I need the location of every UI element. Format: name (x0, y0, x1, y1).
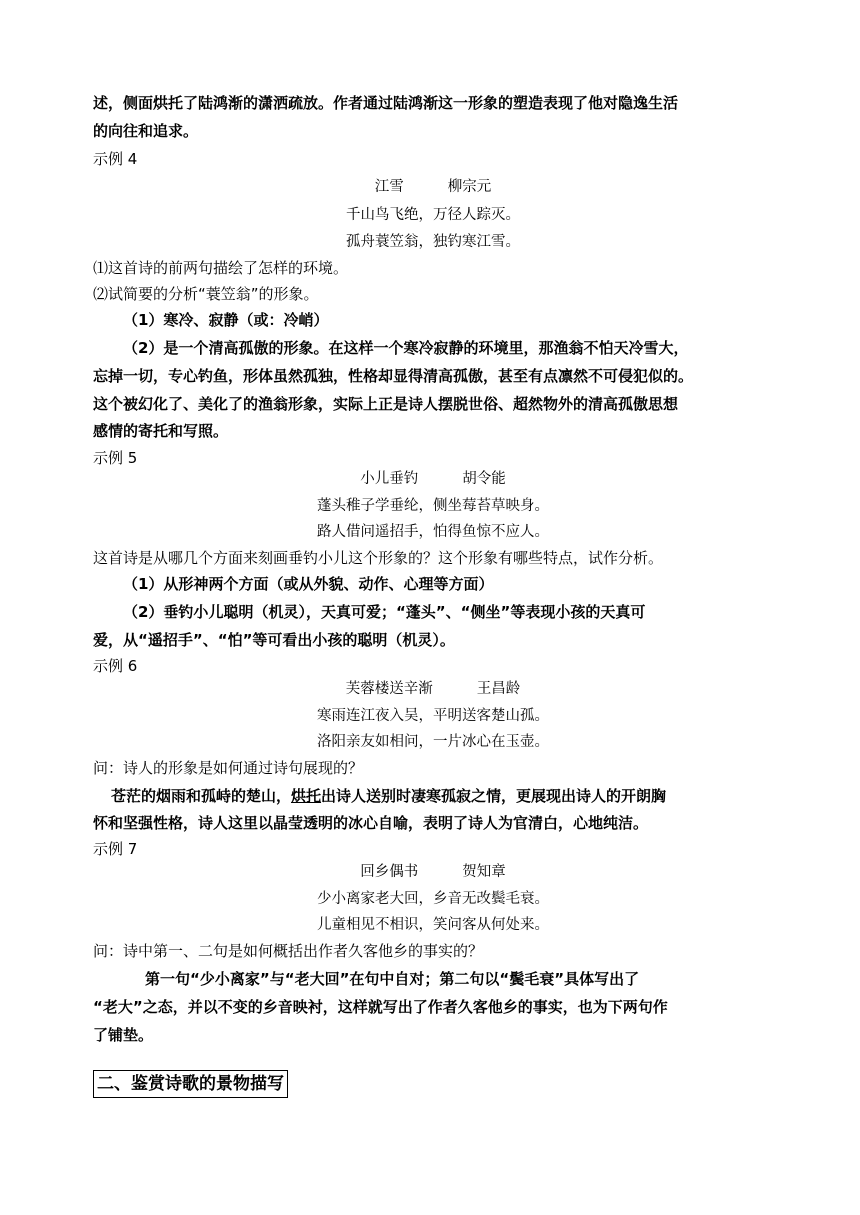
example-5-poem-line-2: 路人借问遥招手，怕得鱼惊不应人。 (317, 524, 549, 540)
example-6-label: 示例 6 (93, 657, 138, 675)
example-4-question-1: ⑴这首诗的前两句描绘了怎样的环境。 (93, 259, 349, 277)
example-6-title-line (93, 678, 773, 700)
example-5-question: 这首诗是从哪几个方面来刻画垂钓小儿这个形象的？这个形象有哪些特点，试作分析。 (93, 549, 664, 567)
example-6-answer-underlined: 烘托 (291, 787, 322, 805)
intro-line-1: 述，侧面烘托了陆鸿渐的潇洒疏放。作者通过陆鸿渐这一形象的塑造表现了他对隐逸生活 (93, 94, 679, 112)
example-7-title-line (93, 861, 773, 883)
section-2-heading: 二、鉴赏诗歌的景物描写 (93, 1070, 288, 1098)
example-5-title: 小儿垂钓 (360, 471, 419, 487)
example-7-label: 示例 7 (93, 840, 138, 858)
example-7-answer-line-1: 第一句“少小离家”与“老大回”在句中自对；第二句以“鬓毛衰”具体写出了 (145, 970, 640, 988)
example-5-answer-1: （1）从形神两个方面（或从外貌、动作、心理等方面） (123, 575, 494, 593)
example-4-title: 江雪 (374, 179, 404, 195)
example-4-poem-line-2: 孤舟蓑笠翁，独钓寒江雪。 (346, 234, 520, 250)
example-7-poem-line-1: 少小离家老大回，乡音无改鬓毛衰。 (317, 891, 549, 907)
example-4-answer-2-line-2: 忘掉一切，专心钓鱼，形体虽然孤独，性格却显得清高孤傲，甚至有点凛然不可侵犯似的。 (93, 367, 694, 385)
example-5-poem-line-1: 蓬头稚子学垂纶，侧坐莓苔草映身。 (317, 498, 549, 514)
example-6-author: 王昌龄 (476, 681, 521, 697)
example-6-answer-line-2: 怀和坚强性格，诗人这里以晶莹透明的冰心自喻，表明了诗人为官清白，心地纯洁。 (93, 814, 649, 832)
example-5-title-line (93, 468, 773, 490)
example-6-poem-line-2: 洛阳亲友如相问，一片冰心在玉壶。 (317, 734, 549, 750)
example-6-title: 芙蓉楼送辛渐 (345, 681, 433, 697)
example-7-answer-line-2: “老大”之态，并以不变的乡音映衬，这样就写出了作者久客他乡的事实，也为下两句作 (93, 998, 668, 1016)
example-4-title-line (93, 176, 773, 198)
example-4-answer-1: （1）寒冷、寂静（或：冷峭） (123, 311, 329, 329)
example-7-author: 贺知章 (462, 864, 506, 880)
example-4-answer-2-line-3: 这个被幻化了、美化了的渔翁形象，实际上正是诗人摆脱世俗、超然物外的清高孤傲思想 (93, 395, 679, 413)
example-7-question: 问：诗中第一、二句是如何概括出作者久客他乡的事实的？ (93, 942, 484, 960)
example-5-answer-2-line-2: 爱，从“遥招手”、“怕”等可看出小孩的聪明（机灵）。 (93, 631, 455, 649)
example-7-title: 回乡偶书 (360, 864, 419, 880)
example-4-question-2: ⑵试简要的分析“蓑笠翁”的形象。 (93, 285, 319, 303)
example-5-answer-2-line-1: （2）垂钓小儿聪明（机灵），天真可爱；“蓬头”、“侧坐”等表现小孩的天真可 (123, 603, 646, 621)
example-6-answer-post: 出诗人送别时凄寒孤寂之情，更展现出诗人的开朗胸 (321, 787, 667, 805)
example-7-answer-line-3: 了铺垫。 (93, 1026, 154, 1044)
example-6-answer-line-1 (111, 785, 666, 807)
example-6-question: 问：诗人的形象是如何通过诗句展现的？ (93, 759, 364, 777)
example-4-answer-2-line-4: 感情的寄托和写照。 (93, 422, 229, 440)
example-4-poem-line-1: 千山鸟飞绝，万径人踪灭。 (346, 207, 520, 223)
intro-line-2: 的向往和追求。 (93, 122, 199, 140)
example-7-poem-line-2: 儿童相见不相识，笑问客从何处来。 (317, 917, 549, 933)
example-6-answer-pre: 苍茫的烟雨和孤峙的楚山， (111, 787, 292, 805)
example-4-label: 示例 4 (93, 150, 138, 168)
example-5-author: 胡令能 (462, 471, 506, 487)
example-6-poem-line-1: 寒雨连江夜入吴，平明送客楚山孤。 (317, 708, 549, 724)
example-4-author: 柳宗元 (447, 179, 492, 195)
example-4-answer-2-line-1: （2）是一个清高孤傲的形象。在这样一个寒冷寂静的环境里，那渔翁不怕天冷雪大， (123, 339, 689, 357)
example-5-label: 示例 5 (93, 449, 138, 467)
